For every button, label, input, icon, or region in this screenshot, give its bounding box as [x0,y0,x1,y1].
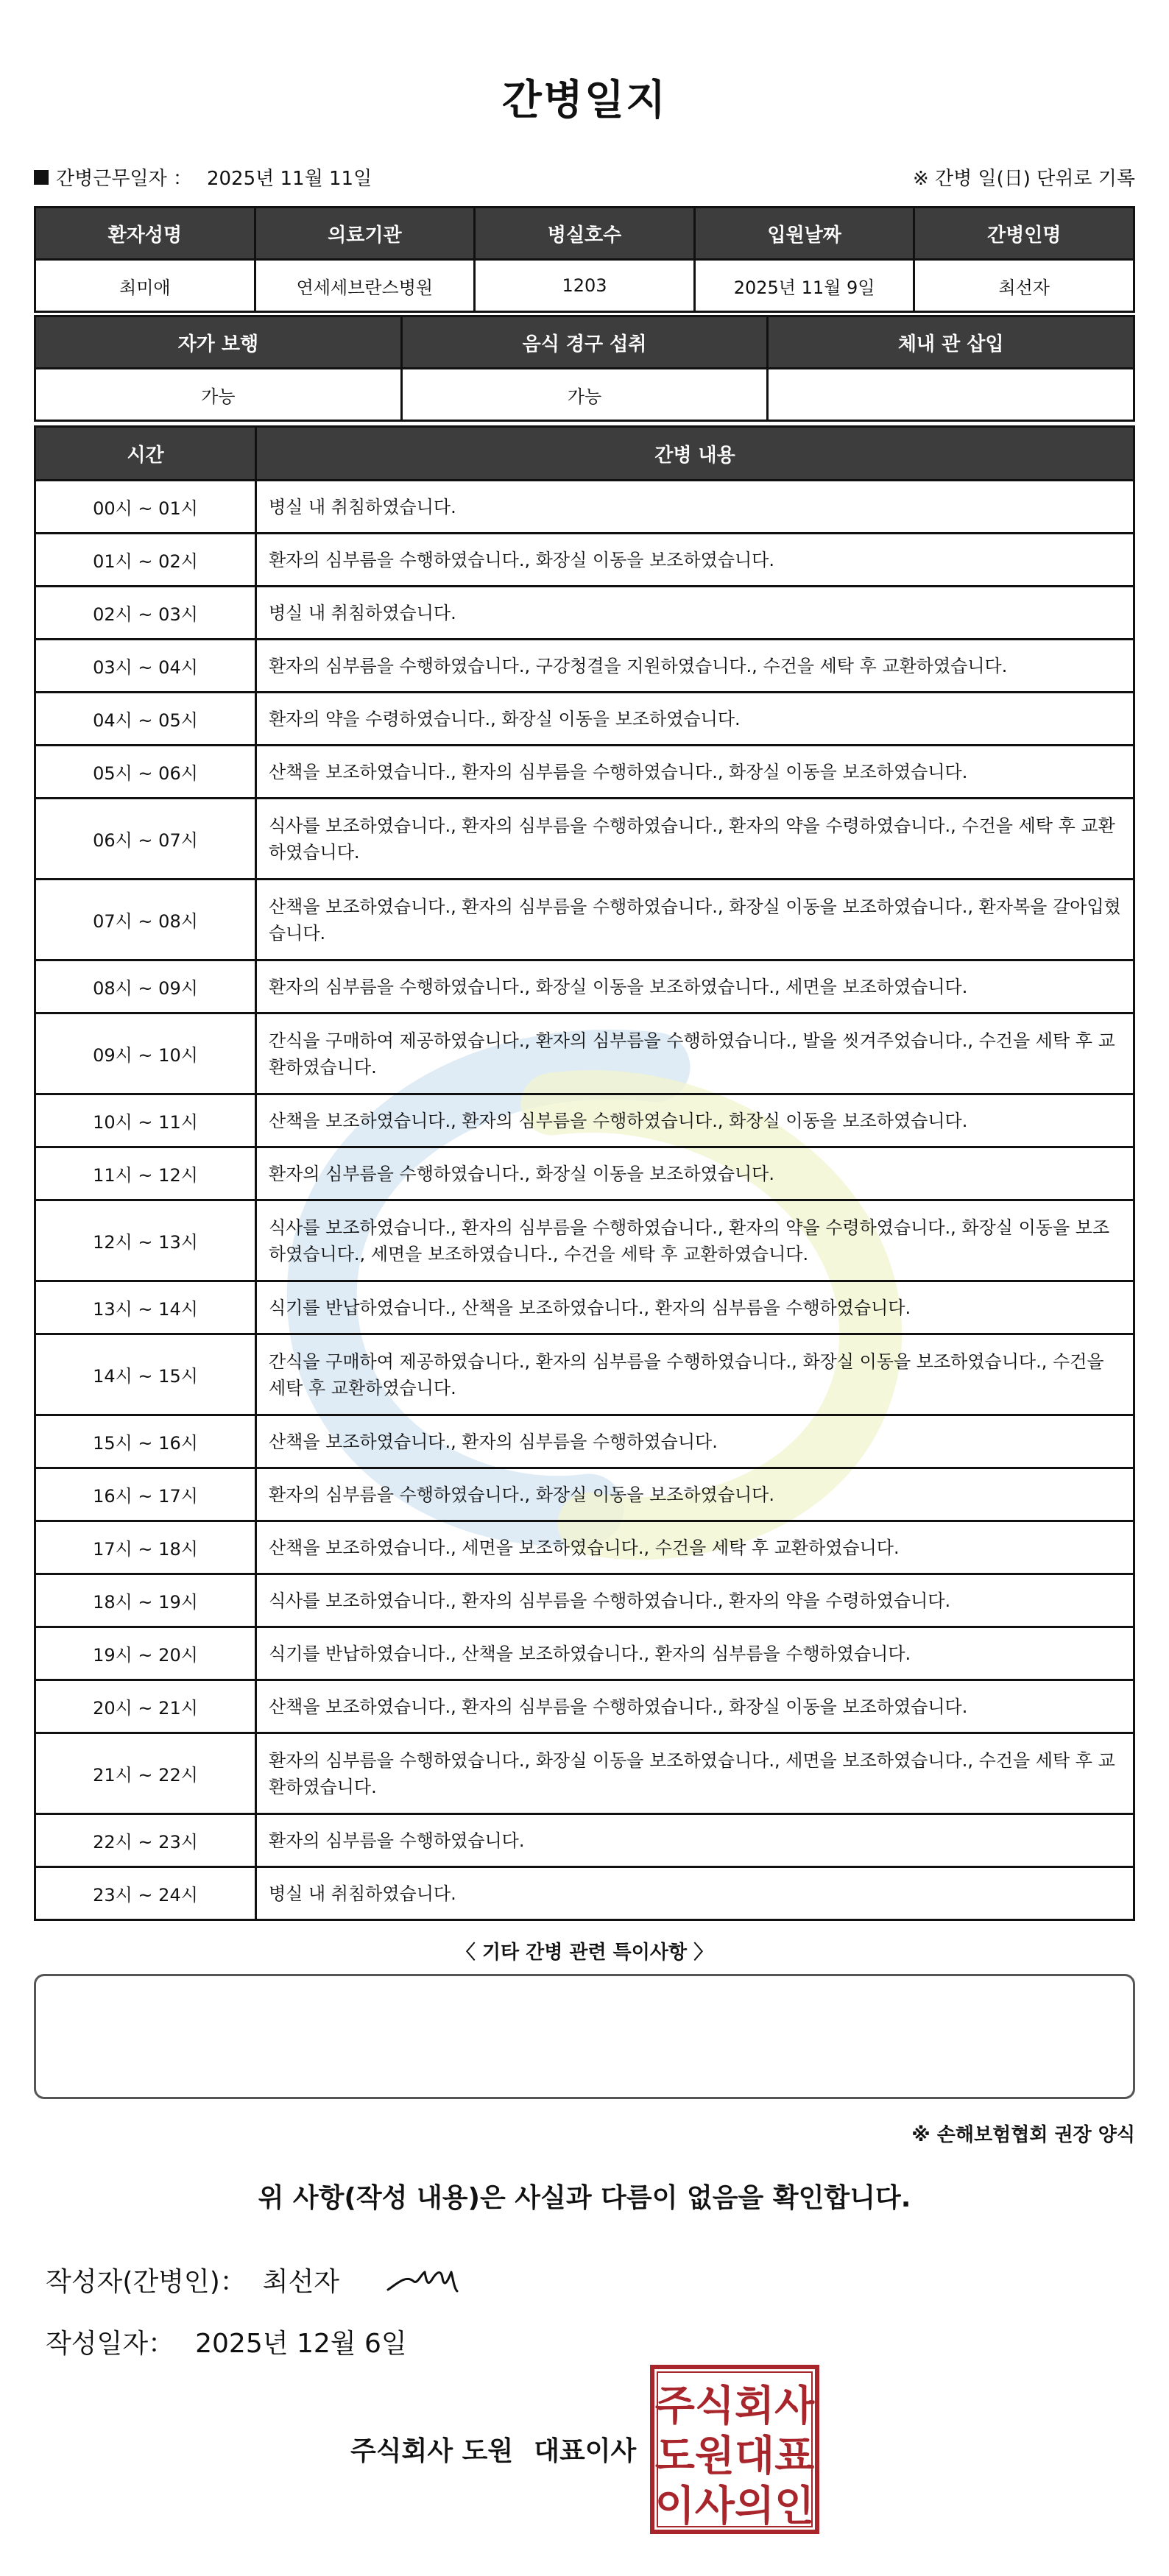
care-log-row [35,1013,1134,1094]
hospital: 연세세브란스병원 [255,260,475,312]
company-ceo-title: 대표이사 [534,2436,637,2466]
patient-info-value-row [35,260,1134,312]
remarks-title: 〈 기타 간병 관련 특이사항 〉 [456,1942,713,1964]
care-log-content: 간식을 구매하여 제공하였습니다., 환자의 심부름을 수행하였습니다., 발을 씻겨주었습니다., 수건을 세탁 후 교환하였습니다. [256,1013,1134,1094]
care-log-time: 22시 ~ 23시 [35,1814,256,1867]
care-log-content: 식사를 보조하였습니다., 환자의 심부름을 수행하였습니다., 환자의 약을 수령하였습니다. [256,1574,1134,1627]
care-log-time: 13시 ~ 14시 [35,1281,256,1334]
care-log-time: 14시 ~ 15시 [35,1334,256,1415]
care-log-row [35,1334,1134,1415]
care-log-row [35,880,1134,960]
care-log-row [35,1574,1134,1627]
care-log-row [35,534,1134,587]
care-log-row [35,693,1134,746]
care-log-body [35,481,1134,1920]
care-log-time: 19시 ~ 20시 [35,1627,256,1680]
association-note: ※ 손해보험협회 권장 양식 [911,2124,1135,2146]
care-log-content: 식기를 반납하였습니다., 산책을 보조하였습니다., 환자의 심부름을 수행하였습니다. [256,1281,1134,1334]
care-log-time: 20시 ~ 21시 [35,1680,256,1733]
care-log-row [35,587,1134,640]
care-date-label: 간병근무일자 ： [56,168,192,190]
care-log-time: 07시 ~ 08시 [35,880,256,960]
care-log-time: 01시 ~ 02시 [35,534,256,587]
care-log-content: 산책을 보조하였습니다., 환자의 심부름을 수행하였습니다., 화장실 이동을 보조하였습니다., 환자복을 갈아입혔습니다. [256,880,1134,960]
patient-name: 최미애 [35,260,255,312]
care-log-content: 환자의 심부름을 수행하였습니다., 화장실 이동을 보조하였습니다. [256,1468,1134,1521]
confirmation-statement: 위 사항(작성 내용)은 사실과 다름이 없음을 확인합니다. [258,2183,911,2213]
care-log-row [35,1094,1134,1147]
care-log-content: 산책을 보조하였습니다., 세면을 보조하였습니다., 수건을 세탁 후 교환하였습니다. [256,1521,1134,1574]
care-log-time: 11시 ~ 12시 [35,1147,256,1200]
care-log-content: 병실 내 취침하였습니다. [256,587,1134,640]
care-log-time: 03시 ~ 04시 [35,640,256,693]
care-log-row [35,1147,1134,1200]
oral-intake: 가능 [401,369,768,421]
care-log-row [35,1415,1134,1468]
header-oral-intake: 음식 경구 섭취 [401,316,768,369]
care-log-row [35,481,1134,534]
care-log-row [35,1468,1134,1521]
unit-note: ※ 간병 일(日) 단위로 기록 [912,168,1135,190]
header-patient-name: 환자성명 [35,208,255,260]
room-number: 1203 [475,260,695,312]
header-tube-insertion: 체내 관 삽입 [768,316,1134,369]
care-log-row [35,799,1134,880]
company-row [350,2430,636,2468]
care-log-table [34,425,1135,1921]
care-date-value: 2025년 11월 11일 [206,168,372,190]
header-time: 시간 [35,427,256,481]
care-log-content: 환자의 심부름을 수행하였습니다., 화장실 이동을 보조하였습니다., 세면을 보조하였습니다., 수건을 세탁 후 교환하였습니다. [256,1733,1134,1814]
care-log-content: 식사를 보조하였습니다., 환자의 심부름을 수행하였습니다., 환자의 약을 수령하였습니다., 수건을 세탁 후 교환하였습니다. [256,799,1134,880]
signature-image [384,2262,465,2299]
care-log-row [35,1867,1134,1920]
caregiver-name: 최선자 [914,260,1134,312]
care-log-row [35,1200,1134,1281]
care-log-content: 환자의 심부름을 수행하였습니다., 구강청결을 지원하였습니다., 수건을 세탁 후 교환하였습니다. [256,640,1134,693]
patient-status-table [34,315,1135,422]
document-title: 간병일지 [501,77,668,124]
care-log-time: 05시 ~ 06시 [35,746,256,799]
patient-info-header-row [35,208,1134,260]
header-caregiver: 간병인명 [914,208,1134,260]
care-log-row [35,746,1134,799]
care-log-time: 04시 ~ 05시 [35,693,256,746]
care-log-time: 09시 ~ 10시 [35,1013,256,1094]
care-log-content: 간식을 구매하여 제공하였습니다., 환자의 심부름을 수행하였습니다., 화장실 이동을 보조하였습니다., 수건을 세탁 후 교환하였습니다. [256,1334,1134,1415]
writer-name: 최선자 [262,2267,340,2297]
care-log-time: 21시 ~ 22시 [35,1733,256,1814]
care-log-time: 17시 ~ 18시 [35,1521,256,1574]
care-date [34,163,372,191]
care-log-time: 00시 ~ 01시 [35,481,256,534]
care-log-time: 10시 ~ 11시 [35,1094,256,1147]
seal-line-2: 도원대표 [654,2432,815,2480]
care-log-row [35,1814,1134,1867]
square-bullet-icon [34,170,49,185]
admission-date: 2025년 11월 9일 [694,260,914,312]
care-log-time: 12시 ~ 13시 [35,1200,256,1281]
care-log-time: 16시 ~ 17시 [35,1468,256,1521]
care-log-content: 환자의 심부름을 수행하였습니다., 화장실 이동을 보조하였습니다. [256,1147,1134,1200]
meta-row [34,163,1135,193]
care-log-content: 산책을 보조하였습니다., 환자의 심부름을 수행하였습니다., 화장실 이동을 보조하였습니다. [256,1094,1134,1147]
write-date-value: 2025년 12월 6일 [195,2329,407,2359]
care-log-content: 산책을 보조하였습니다., 환자의 심부름을 수행하였습니다. [256,1415,1134,1468]
care-log-time: 08시 ~ 09시 [35,960,256,1013]
care-log-content: 환자의 심부름을 수행하였습니다., 화장실 이동을 보조하였습니다., 세면을 보조하였습니다. [256,960,1134,1013]
care-log-row [35,1680,1134,1733]
care-log-content: 환자의 심부름을 수행하였습니다., 화장실 이동을 보조하였습니다. [256,534,1134,587]
tube-insertion [768,369,1134,421]
care-log-content: 산책을 보조하였습니다., 환자의 심부름을 수행하였습니다., 화장실 이동을 보조하였습니다. [256,746,1134,799]
writer-row [46,2261,465,2299]
header-room: 병실호수 [475,208,695,260]
header-self-walking: 자가 보행 [35,316,402,369]
care-log-content: 식사를 보조하였습니다., 환자의 심부름을 수행하였습니다., 환자의 약을 수령하였습니다., 화장실 이동을 보조하였습니다., 세면을 보조하였습니다., 수건을 세탁 후 교환하였습니다. [256,1200,1134,1281]
remarks-box [34,1974,1135,2099]
care-log-row [35,1733,1134,1814]
care-log-row [35,1281,1134,1334]
header-care-content: 간병 내용 [256,427,1134,481]
patient-status-header-row [35,316,1134,369]
care-log-row [35,640,1134,693]
care-log-time: 23시 ~ 24시 [35,1867,256,1920]
care-log-time: 18시 ~ 19시 [35,1574,256,1627]
company-name: 주식회사 도원 [350,2436,514,2466]
care-log-content: 병실 내 취침하였습니다. [256,1867,1134,1920]
care-log-time: 02시 ~ 03시 [35,587,256,640]
care-log-row [35,960,1134,1013]
care-log-time: 06시 ~ 07시 [35,799,256,880]
care-log-content: 환자의 심부름을 수행하였습니다. [256,1814,1134,1867]
company-seal [649,2364,820,2535]
care-log-time: 15시 ~ 16시 [35,1415,256,1468]
care-log-content: 식기를 반납하였습니다., 산책을 보조하였습니다., 환자의 심부름을 수행하였습니다. [256,1627,1134,1680]
header-admission-date: 입원날짜 [694,208,914,260]
patient-info-table [34,206,1135,313]
care-log-row [35,1521,1134,1574]
write-date-row [46,2323,407,2360]
header-hospital: 의료기관 [255,208,475,260]
care-log-row [35,1627,1134,1680]
care-log-header-row [35,427,1134,481]
writer-label: 작성자(간병인)： [46,2267,247,2297]
care-log-content: 환자의 약을 수령하였습니다., 화장실 이동을 보조하였습니다. [256,693,1134,746]
care-log-content: 산책을 보조하였습니다., 환자의 심부름을 수행하였습니다., 화장실 이동을 보조하였습니다. [256,1680,1134,1733]
write-date-label: 작성일자： [46,2329,175,2359]
care-log-content: 병실 내 취침하였습니다. [256,481,1134,534]
seal-line-1: 주식회사 [654,2382,815,2430]
seal-line-3: 이사의인 [654,2483,815,2530]
patient-status-value-row [35,369,1134,421]
self-walking: 가능 [35,369,402,421]
